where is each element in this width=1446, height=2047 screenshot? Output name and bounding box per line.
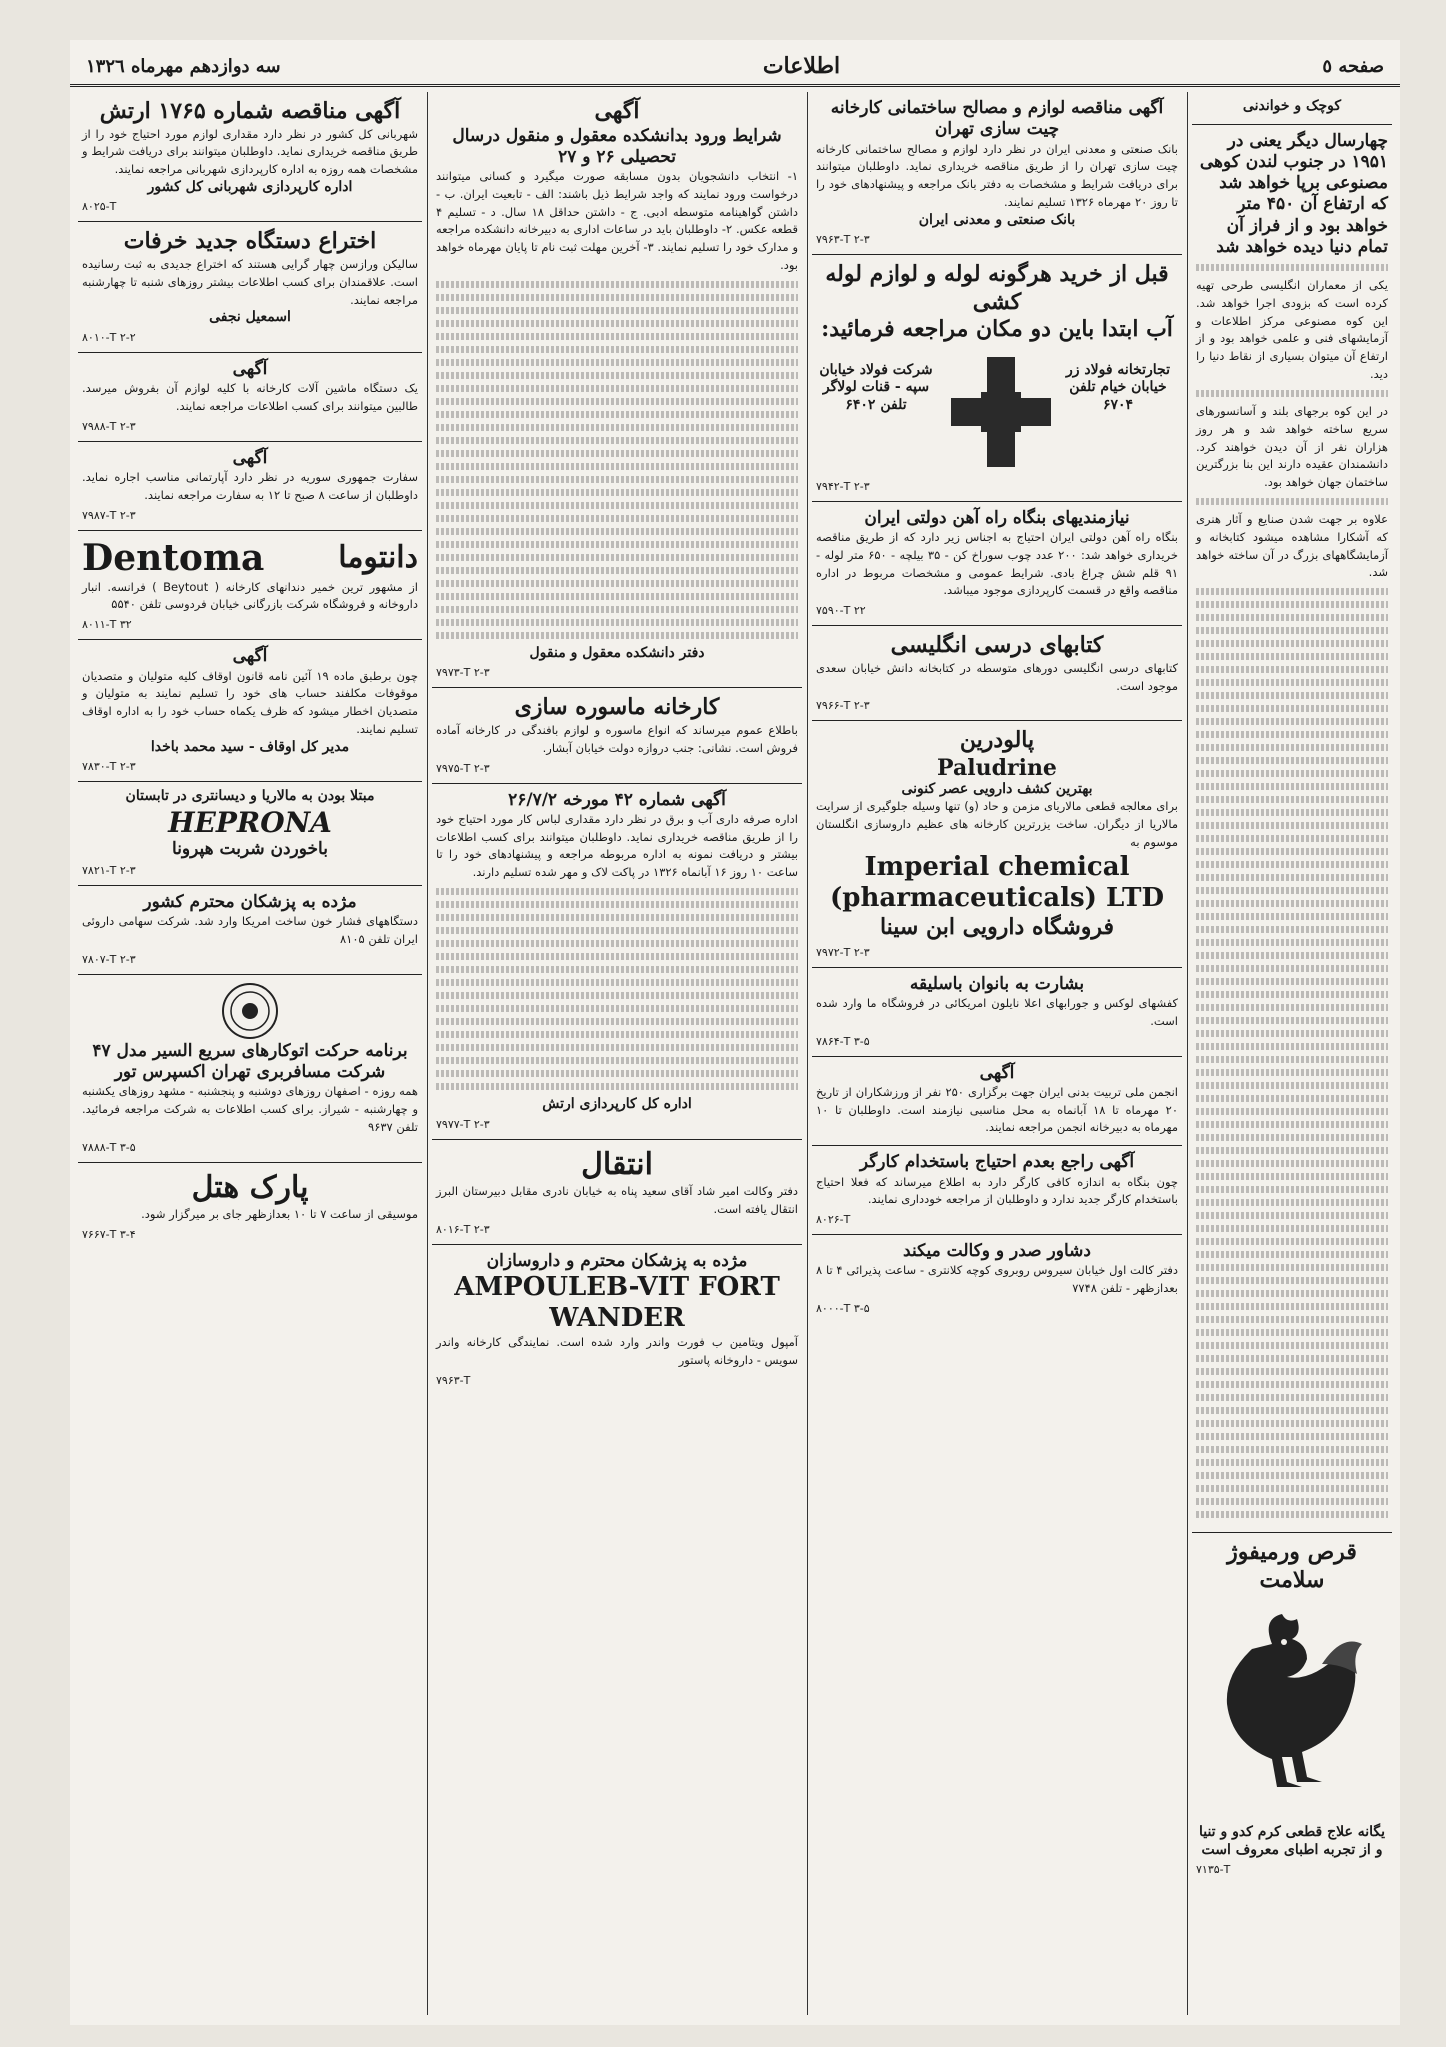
ad-title: کتابهای درسی انگلیسی — [890, 632, 1104, 659]
ad-lawyer — [812, 1235, 1182, 1323]
ad-code: ۷۹۸۷-T ۲-۳ — [82, 508, 136, 522]
ad-latin-title: Dentoma — [82, 536, 265, 579]
ad-code: ۷۹۷۲-T ۲-۳ — [816, 945, 870, 959]
ad-heprona — [78, 782, 422, 886]
ad-body: برای معالجه قطعی مالاریای مزمن و حاد (و) تنها وسیله جلوگیری از سرایت مالاریا از دیگران. ساخت یزرترین کارخانه های عظیم داروسازی انگلستان موسوم به — [816, 799, 1178, 849]
ad-code: ۸۰۱۱-T ۳۲ — [82, 618, 132, 632]
ad-body: همه روزه - اصفهان روزهای دوشنبه و پنجشنبه - مشهد روزهای یکشنبه و چهارشنبه - شیراز. برای کسب اطلاعات به شرکت مراجعه فرمائید. تلفن ۹۶۳۷ — [82, 1084, 418, 1134]
ad-title: قرص ورمیفوژ سلامت — [1227, 1539, 1357, 1593]
ad-body: بنگاه راه آهن دولتی ایران احتیاج به اجناس زیر دارد که از طریق مناقصه خریداری خواهد شد: ۲۰۰ عدد چوب سوراخ کن - ۳۵ بیلچه - ۶۵۰ متر لوله - ۹۱ قلم شش چراغ بادی. شرایط عمومی و مشخصات مربوط در اداره مناقصه واقع در قسمت کارپردازی موجود میباشد. — [816, 530, 1178, 598]
masthead — [70, 48, 1400, 87]
ad-syria-embassy — [78, 442, 422, 531]
section-title: کوچک و خواندنی — [1242, 98, 1342, 114]
ad-code: ۷۹۶۳-T ۲-۳ — [816, 233, 870, 247]
ad-signature: اداره کارپردازی شهربانی کل کشور — [147, 178, 353, 195]
ad-code: ۸۰۱۰-T ۲-۲ — [82, 330, 136, 344]
ad-shop: فروشگاه دارویی ابن سینا — [879, 914, 1115, 941]
ad-code: ۷۹۴۲-T ۲-۳ — [816, 479, 870, 493]
ad-title: دانتوما — [338, 539, 418, 575]
ad-code: ۷۸۲۱-T ۲-۳ — [82, 864, 136, 877]
ad-transfer — [432, 1140, 802, 1245]
ad-code: ۷۸۰۷-T ۲-۳ — [82, 952, 136, 966]
page-number: صفحه ٥ — [1322, 55, 1384, 77]
article-artificial-mountain — [1192, 125, 1392, 1534]
ad-title: آگهی — [232, 447, 268, 468]
ad-code: ۷۵۹۰-T ۲۲ — [816, 604, 866, 618]
ad-ladies — [812, 968, 1182, 1057]
ad-endowments — [78, 640, 422, 782]
ad-subtitle: آب ابتدا باین دو مکان مراجعه فرمائید: — [821, 316, 1173, 343]
ad-title: کارخانه ماسوره سازی — [514, 694, 720, 721]
ad-code: ۷۱۳۵-T — [1196, 1863, 1231, 1877]
column-3 — [432, 92, 802, 2015]
ad-code: ۸۰۲۶-T — [816, 1213, 851, 1227]
article-body-2: در این کوه برجهای بلند و آسانسورهای سریع ساخته خواهد شد و هر روز هزاران نفر از آن دیدن خواهند کرد. دانشمندان عقیده دارند این بنا بزرگترین ساختمان جهان خواهد بود. — [1196, 403, 1388, 490]
ad-body: آمپول ویتامین ب فورت واندر وارد شده است. نمایندگی کارخانه واندر سویس - داروخانه پاستور — [436, 1335, 798, 1368]
newspaper-page — [70, 40, 1400, 2025]
ad-code: ۷۹۸۸-T ۲-۳ — [82, 419, 136, 433]
pipe-cross-illustration — [816, 352, 1178, 472]
column-4 — [78, 92, 422, 2015]
ad-signature: بانک صنعتی و معدنی ایران — [918, 211, 1076, 228]
ad-title: برنامه حرکت اتوکارهای سریع السیر مدل ۴۷ شرکت مسافربری تهران اکسپرس تور — [92, 1040, 408, 1083]
ad-body: بانک صنعتی و معدنی ایران در نظر دارد لوازم و مصالح ساختمانی کارخانه چیت سازی تهران را از طریق مناقصه خریداری نماید. داوطلبان میتوانند برای دریافت شرایط و مشخصات به دفتر بانک مراجعه و پیشنهادهای خود را تا روز ۲۰ مهرماه ۱۳۲۶ تسلیم نمایند. — [816, 141, 1178, 209]
ad-title: بشارت به بانوان باسلیقه — [909, 973, 1085, 994]
ad-pipe-fittings — [812, 255, 1182, 502]
ad-code: ۷۹۷۵-T ۲-۳ — [436, 761, 490, 775]
ad-body: چون برطبق ماده ۱۹ آئین نامه قانون اوقاف کلیه متولیان و متصدیان موقوفات مکلفند حساب های خود را تسلیم نمایند به متولیان و متصدیان اخطار میشود که ظرف یکماه حساب خود را به اداره اوقاف تسلیم نمایند. — [82, 668, 418, 736]
ad-body: باطلاع عموم میرساند که انواع ماسوره و لوازم بافندگی در کارخانه آماده فروش است. نشانی: جنب دروازه دولت خیابان آبشار. — [436, 722, 798, 755]
ad-code: ۷۸۳۰-T ۲-۳ — [82, 760, 136, 774]
ad-title: مژده به پزشکان محترم کشور — [143, 892, 357, 912]
ad-blood-pressure — [78, 886, 422, 975]
ad-sports-association — [812, 1057, 1182, 1147]
ad-subtitle: باخوردن شربت هپرونا — [172, 838, 328, 859]
ad-bus-schedule — [78, 975, 422, 1163]
ad-code: ۸۰۱۶-T ۲-۳ — [436, 1222, 490, 1236]
ad-body: دفتر کالت اول خیابان سیروس روبروی کوچه کلانتری - ساعت پذیرائی ۴ تا ۸ بعدازظهر - تلفن ۷۷۴۸ — [816, 1263, 1179, 1296]
ad-invention — [78, 222, 422, 352]
ad-latin-title: Paludrine — [937, 754, 1057, 781]
article-lead: چهارسال دیگر یعنی در ۱۹۵۱ در جنوب لندن کوهی مصنوعی برپا خواهد شد که ارتفاع آن ۴۵۰ متر خواهد بود و از فراز آن تمام دنیا دیده خواهد شد — [1199, 130, 1388, 257]
ad-title: آگهی مناقصه لوازم و مصالح ساختمانی کارخانه چیت سازی تهران — [830, 98, 1164, 140]
ad-title: آگهی راجع بعدم احتیاج باستخدام کارگر — [859, 1152, 1135, 1173]
ad-body: دفتر وکالت امیر شاد آقای سعید پناه به خیابان نادری مقابل دبیرستان البرز انتقال یافته است. — [436, 1184, 798, 1216]
ad-code: ۷۹۷۷-T ۲-۳ — [436, 1117, 490, 1131]
rooster-illustration — [1202, 1604, 1382, 1814]
ad-code: ۷۸۶۴-T ۳-۵ — [816, 1034, 870, 1048]
ad-body: موسیقی از ساعت ۷ تا ۱۰ بعدازظهر جای بر میرگزار شود. — [141, 1207, 418, 1222]
ad-latin-title: HEPRONA — [168, 805, 332, 839]
ad-code: ۷۹۶۳-T — [436, 1373, 471, 1387]
ad-body: سالیکن ورازسن چهار گرایی هستند که اختراع جدیدی به ثبت رسانیده است. علاقمندان برای کسب اطلاعات بیشتر روزهای شنبه تا چهارشنبه مراجعه نمایند. — [82, 256, 418, 307]
ad-title: مژده به پزشکان محترم و داروسازان — [486, 1250, 748, 1271]
ad-machinery — [78, 353, 422, 442]
ad-paludrine — [812, 721, 1182, 967]
ad-code: ۷۸۸۸-T ۳-۵ — [82, 1140, 136, 1154]
shop-left: شرکت فولاد خیابان سپه - قنات لولاگر تلفن ۶۴۰۲ — [819, 361, 933, 413]
ad-code: ۸۰۲۵-T — [82, 200, 117, 214]
ad-subtitle: بهترین کشف دارویی عصر کنونی — [901, 780, 1093, 797]
article-body-1: یکی از معماران انگلیسی طرحی تهیه کرده است که بزودی اجرا خواهد شد. این کوه مصنوعی مرکز اطلاعات و آزمایشهای فنی و علمی خواهد بود و از ارتفاع آن میتوان بسیاری از نقاط دنیا را دید. — [1196, 278, 1388, 382]
ad-body: کتابهای درسی انگلیسی دورهای متوسطه در کتابخانه دانش خیابان سعدی موجود است. — [816, 660, 1178, 693]
ad-title: قبل از خرید هرگونه لوله و لوازم لوله کشی — [825, 261, 1169, 315]
ad-chit-factory-tender — [812, 92, 1182, 255]
ad-code: ۸۰۰۰-T ۳-۵ — [816, 1302, 870, 1315]
paper-name: اطلاعات — [762, 53, 841, 79]
column-2 — [812, 92, 1182, 2015]
ad-notice-42 — [432, 784, 802, 1140]
ad-title: آگهی مناقصه شماره ۱۷۶۵ ارتش — [99, 98, 401, 124]
ad-title: آگهی — [232, 646, 268, 667]
company-emblem — [220, 981, 280, 1041]
ad-title: دشاور صدر و وکالت میکند — [903, 1241, 1091, 1262]
ad-title: آگهی — [594, 98, 640, 124]
ad-code: ۷۶۶۷-T ۳-۴ — [82, 1228, 136, 1242]
article-body-3: علاوه بر جهت شدن صنایع و آثار هنری که آشکارا مشاهده میشود کتابخانه و آزمایشگاههای بزرگ در آن ساخته خواهد شد. — [1196, 511, 1388, 580]
ad-company: Imperial chemical (pharmaceuticals) LTD — [829, 851, 1165, 913]
issue-date: سه دوازدهم مهرماه ١٣٢٦ — [86, 55, 281, 77]
ad-body: یک دستگاه ماشین آلات کارخانه با کلیه لوازم آن بفروش میرسد. طالبین میتوانند برای کسب اطلاعات مراجعه نمایند. — [82, 381, 418, 413]
ad-title: انتقال — [581, 1146, 653, 1182]
ad-title: پالودرین — [959, 727, 1035, 754]
ad-english-books — [812, 626, 1182, 721]
ad-body: چون بنگاه به اندازه کافی کارگر دارد به اطلاع میرساند که فعلا احتیاج باستخدام کارگر جدید ندارد و داوطلبان از مراجعه خودداری نمایند. — [816, 1174, 1178, 1207]
ad-title: آگهی — [232, 358, 268, 379]
ad-code: ۷۹۷۳-T ۲-۳ — [436, 666, 490, 680]
ad-signature: اداره کل کارپردازی ارتش — [542, 1096, 692, 1112]
ad-no-hiring — [812, 1146, 1182, 1235]
ad-title: آگهی — [979, 1062, 1015, 1083]
ad-signature: دفتر دانشکده معقول و منقول — [529, 644, 705, 661]
ad-body: اداره صرفه داری آب و برق در نظر دارد مقداری لباس کار مورد احتیاج خود را از طریق مناقصه خریداری نماید. داوطلبان میتوانند برای کسب اطلاعات بیشتر و دریافت نمونه به اداره مربوطه مراجعه و پیشنهادهای خود را تا ساعت ۱۰ روز ۱۶ آبانماه ۱۳۲۶ در پاکت لاک و مهر شده تسلیم دارند. — [436, 811, 798, 880]
ad-title: پارک هتل — [191, 1169, 309, 1205]
ad-signature: مدیر کل اوقاف - سید محمد باخدا — [150, 738, 350, 755]
ad-park-hotel — [78, 1163, 422, 1249]
column-short-news — [1192, 92, 1392, 2015]
ad-subtitle: شرایط ورود بدانشکده معقول و منقول درسال تحصیلی ۲۶ و ۲۷ — [452, 125, 782, 167]
ad-body: سفارت جمهوری سوریه در نظر دارد آپارتمانی مناسب اجاره نماید. داوطلبان از ساعت ۸ صبح تا ۱۲ به سفارت مراجعه نمایند. — [82, 470, 418, 502]
ad-police-tender — [78, 92, 422, 222]
shop-right: تجارتخانه فولاد زر خیابان خیام تلفن ۶۷۰۴ — [1066, 361, 1170, 413]
ad-ampoule — [432, 1245, 802, 1395]
ad-dentoma — [78, 531, 422, 641]
ad-code: ۷۹۶۶-T ۲-۳ — [816, 699, 870, 713]
ad-body: شهربانی کل کشور در نظر دارد مقداری لوازم مورد احتیاج خود را از طریق مناقصه خریداری نماید. داوطلبان میتوانند برای دریافت شرایط و مشخصات همه روزه به اداره کارپردازی شهربانی مراجعه نمایند. — [82, 126, 418, 177]
ad-body: از مشهور ترین خمیر دندانهای کارخانه ( Beytout ) فرانسه. انبار داروخانه و فروشگاه شرکت بازرگانی خیابان فردوسی تلفن ۵۵۴۰ — [82, 579, 418, 612]
ad-title: اختراع دستگاه جدید خرفات — [123, 228, 377, 255]
ad-bobbin-factory — [432, 688, 802, 783]
ad-faculty-admission — [432, 92, 802, 688]
ad-signature: اسمعیل نجفی — [209, 309, 291, 326]
ad-title: نیازمندیهای بنگاه راه آهن دولتی ایران — [864, 507, 1130, 528]
ad-latin-title: AMPOULEB-VIT FORT WANDER — [454, 1271, 780, 1334]
ad-body: انجمن ملی تربیت بدنی ایران جهت برگزاری ۲۵۰ نفر از ورزشکاران از تاریخ ۲۰ مهرماه تا ۱۸ آبانماه به محل مناسبی نیازمند است. داوطلبان تا ۱۰ مهرماه به دبیرخانه انجمن مراجعه نمایند. — [816, 1084, 1178, 1135]
ad-body: دستگاههای فشار خون ساخت امریکا وارد شد. شرکت سهامی داروئی ایران تلفن ۸۱۰۵ — [82, 914, 418, 947]
ad-vermifuge — [1192, 1533, 1392, 1884]
ad-railway-needs — [812, 502, 1182, 627]
ad-text: یگانه علاج قطعی کرم کدو و تنیا و از تجربه اطبای معروف است — [1198, 1824, 1386, 1858]
ad-body: ۱- انتخاب دانشجویان بدون مسابقه صورت میگیرد و کسانی میتوانند درخواست ورود نمایند که واجد شرایط ذیل باشند: الف - تابعیت ایران. ب - داشتن گواهینامه متوسطه ادبی. ج - داشتن حداقل ۱۸ سال. د - تسلیم ۴ قطعه عکس. ۲- داوطلبان باید در ساعات اداری به دبیرخانه دانشکده مراجعه و مدارک خود را تسلیم نمایند. ۳- آخرین مهلت ثبت نام تا پایان مهرماه خواهد بود. — [436, 169, 799, 273]
ad-title: مبتلا بودن به مالاریا و دیسانتری در تابستان — [125, 788, 375, 805]
ad-title: آگهی شماره ۴۲ مورخه ۲۶/۷/۲ — [508, 789, 726, 810]
ad-body: کفشهای لوکس و جورابهای اعلا نایلون امریکائی در فروشگاه ما وارد شده است. — [816, 995, 1178, 1028]
